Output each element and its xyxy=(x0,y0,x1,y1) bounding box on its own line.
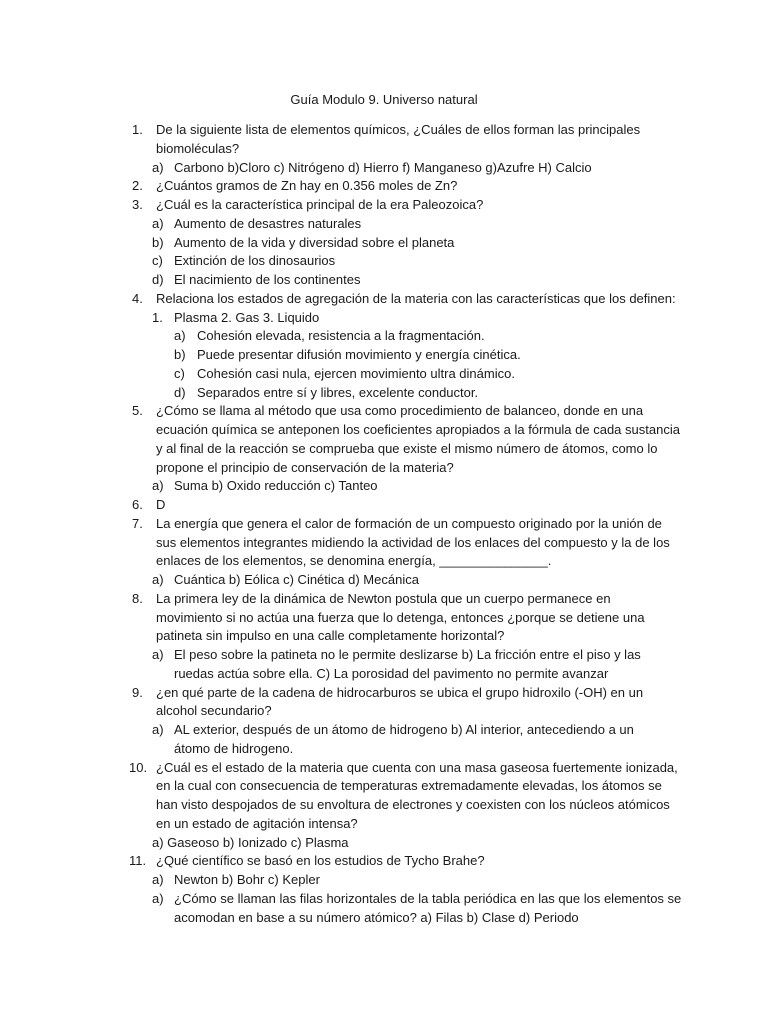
list-marker: 6. xyxy=(132,497,143,512)
document-line: han visto despojados de su envoltura de electrones y coexisten con los núcleos atómicos xyxy=(156,797,670,812)
document-line: ¿Cómo se llama al método que usa como procedimiento de balanceo, donde en una xyxy=(156,403,644,419)
list-marker: d) xyxy=(152,272,164,287)
document-line: acomodan en base a su número atómico? a) Filas b) Clase d) Periodo xyxy=(174,909,579,925)
document-line: La energía que genera el calor de formación de un compuesto originado por la unión de xyxy=(156,515,662,531)
list-marker: c) xyxy=(174,365,185,381)
document-line: ¿Cuál es la característica principal de la era Paleozoica? xyxy=(156,197,484,212)
document-line: Carbono b)Cloro c) Nitrógeno d) Hierro f) Manganeso g)Azufre H) Calcio xyxy=(174,159,592,175)
document-line: alcohol secundario? xyxy=(156,703,272,719)
document-line: Plasma 2. Gas 3. Liquido xyxy=(174,309,320,325)
document-line: biomoléculas? xyxy=(156,140,240,156)
document-line: El nacimiento de los continentes xyxy=(174,272,361,287)
document-line: Newton b) Bohr c) Kepler xyxy=(174,872,320,887)
list-marker: a) xyxy=(152,872,164,887)
document-line: ¿Qué científico se basó en los estudios de Tycho Brahe? xyxy=(156,853,485,869)
document-line: Aumento de la vida y diversidad sobre el planeta xyxy=(174,234,455,250)
list-marker: a) xyxy=(152,478,164,494)
list-marker: b) xyxy=(174,347,186,362)
list-marker: 11. xyxy=(129,853,147,869)
list-marker: a) xyxy=(152,159,164,175)
document-line: Relaciona los estados de agregación de la materia con las características que los definen: xyxy=(156,290,676,306)
document-line: y al final de la reacción se comprueba que existe el mismo número de átomos, como lo xyxy=(156,440,658,456)
list-marker: d) xyxy=(174,384,186,400)
document-line: Cohesión casi nula, ejercen movimiento ultra dinámico. xyxy=(197,365,515,381)
list-marker: 8. xyxy=(132,590,143,606)
list-marker: c) xyxy=(152,253,163,269)
list-marker: a) xyxy=(152,890,164,906)
document-line: sus elementos integrantes midiendo la actividad de los enlaces del compuesto y la de los xyxy=(156,534,670,550)
document-line: en la cual con consecuencia de temperaturas extremadamente elevadas, los átomos se xyxy=(156,778,662,794)
list-marker: a) xyxy=(152,215,164,231)
document-line: ¿en qué parte de la cadena de hidrocarburos se ubica el grupo hidroxilo (-OH) en un xyxy=(156,684,644,700)
document-line: Cohesión elevada, resistencia a la fragmentación. xyxy=(197,328,485,344)
document-line: ¿Cuál es el estado de la materia que cuenta con una masa gaseosa fuertemente ionizada, xyxy=(156,759,678,775)
document-line: a) Gaseoso b) Ionizado c) Plasma xyxy=(152,834,349,850)
list-marker: 4. xyxy=(132,290,143,306)
list-marker: b) xyxy=(152,234,164,250)
list-marker: a) xyxy=(174,328,186,344)
document-line: D xyxy=(156,497,166,512)
document-line: De la siguiente lista de elementos químicos, ¿Cuáles de ellos forman las principales xyxy=(156,122,641,137)
document-line: Extinción de los dinosaurios xyxy=(174,253,336,269)
document-line: AL exterior, después de un átomo de hidrogeno b) Al interior, antecediendo a un xyxy=(174,722,634,737)
document-line: Separados entre sí y libres, excelente conductor. xyxy=(197,384,479,400)
document-line: ruedas actúa sobre ella. C) La porosidad del pavimento no permite avanzar xyxy=(174,665,609,681)
list-marker: 9. xyxy=(132,684,143,700)
document-line: Aumento de desastres naturales xyxy=(174,215,362,231)
document-line: Puede presentar difusión movimiento y energía cinética. xyxy=(197,347,521,362)
document-line: ¿Cuántos gramos de Zn hay en 0.356 moles de Zn? xyxy=(156,178,458,194)
document-line: patineta sin impulso en una calle completamente horizontal? xyxy=(156,628,505,644)
list-marker: a) xyxy=(152,647,164,662)
list-marker: 10. xyxy=(129,759,148,775)
document-line: átomo de hidrogeno. xyxy=(174,740,294,756)
list-marker: 3. xyxy=(132,197,143,212)
document-line: en un estado de agitación intensa? xyxy=(156,815,358,831)
list-marker: a) xyxy=(152,572,164,587)
list-marker: 2. xyxy=(132,178,143,194)
document-line: Suma b) Oxido reducción c) Tanteo xyxy=(174,478,378,494)
document-line: ¿Cómo se llaman las filas horizontales de la tabla periódica en las que los elementos se xyxy=(174,890,682,906)
list-marker: a) xyxy=(152,722,164,737)
document-line: ecuación química se anteponen los coeficientes apropiados a la fórmula de cada sustancia xyxy=(156,422,680,437)
document-line: movimiento si no actúa una fuerza que lo detenga, entonces ¿porque se detiene una xyxy=(156,609,645,625)
document-line: propone el principio de conservación de la materia? xyxy=(156,459,454,475)
list-marker: 7. xyxy=(132,515,143,531)
document-title: Guía Modulo 9. Universo natural xyxy=(290,92,478,107)
document-line: El peso sobre la patineta no le permite deslizarse b) La fricción entre el piso y las xyxy=(174,647,641,662)
document-line: Cuántica b) Eólica c) Cinética d) Mecánica xyxy=(174,572,419,587)
list-marker: 5. xyxy=(132,403,143,419)
list-marker: 1. xyxy=(152,309,163,325)
list-marker: 1. xyxy=(132,122,143,137)
document-line: La primera ley de la dinámica de Newton postula que un cuerpo permanece en xyxy=(156,590,611,606)
document-line: enlaces de los elementos, se denomina energía, _______________. xyxy=(156,553,552,569)
